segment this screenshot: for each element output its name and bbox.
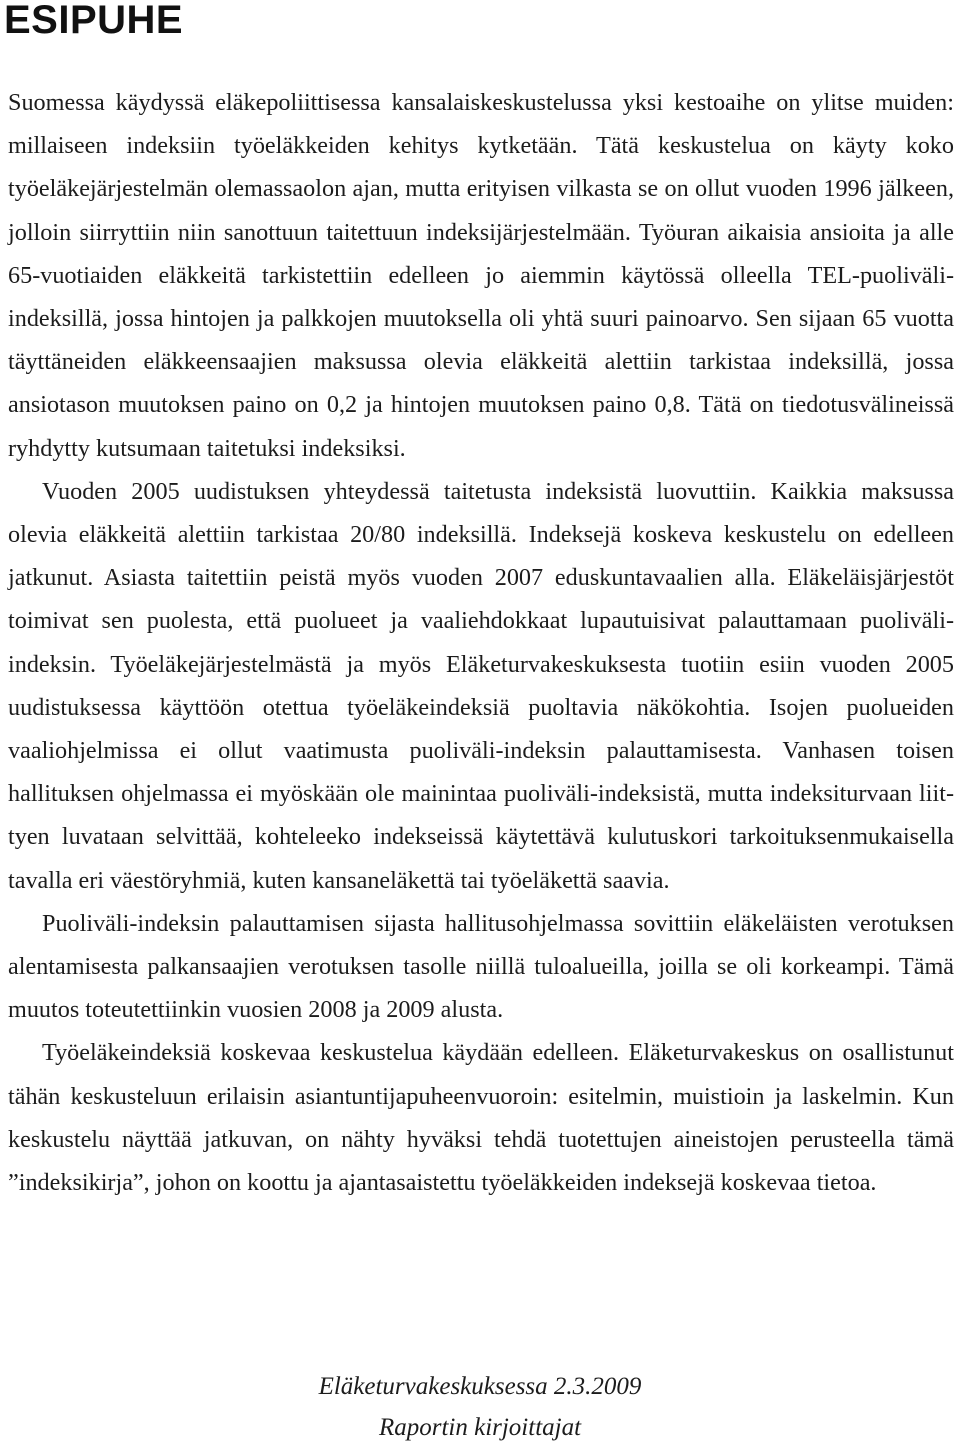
paragraph-1: Suomessa käydyssä eläkepoliittisessa kansalaiskeskustelussa yksi kestoaihe on ylitse muiden: millaiseen indeksiin työeläkkeiden kehitys kytketään. Tätä keskustelua on käyty koko työeläkejärjestelmän olemassaolon ajan, mutta erityisen vilkasta se on ollut vuoden 1996 jälkeen, jolloin siirryttiin niin sanottuun taitettuun indeksijärjestelmään. Työuran aikaisia ansioita ja alle 65-vuotiaiden eläkkeitä tarkistettiin edelleen jo aiemmin käytössä olleella TEL-puoliväli-indeksillä, jossa hintojen ja palkkojen muutoksella oli yhtä suuri painoarvo. Sen sijaan 65 vuotta täyttäneiden eläkkeensaajien maksussa olevia eläkkeitä alettiin tarkistaa indeksillä, jossa ansiotason muutoksen paino on 0,2 ja hintojen muutoksen paino 0,8. Tätä on tiedotusvälineissä ryhdytty kutsumaan taitetuksi indeksiksi. <box>8 89 954 462</box>
signature-place-date: Eläketurvakeskuksessa 2.3.2009 <box>318 1373 642 1400</box>
page-title: ESIPUHE <box>4 0 184 42</box>
paragraph-3: Puoliväli-indeksin palauttamisen sijasta hallitusohjelmassa sovittiin eläkeläisten verotuksen alentamisesta palkansaajien verotuksen tasolle niillä tuloalueilla, joilla se oli korkeampi. Tämä muutos toteutettiinkin vuosien 2008 ja 2009 alusta. <box>8 909 954 1024</box>
signature-authors: Raportin kirjoittajat <box>378 1414 582 1441</box>
preface-body <box>8 81 954 1204</box>
paragraph-4: Työeläkeindeksiä koskevaa keskustelua käydään edelleen. Eläketurvakeskus on osallistunut tähän keskusteluun erilaisin asiantuntijapuheenvuoroin: esitelmin, muistioin ja laskelmin. Kun keskustelu näyttää jatkuvan, on nähty hyväksi tehdä tuotettujen aineistojen perusteella tämä ”indeksikirja”, johon on koottu ja ajantasaistettu työeläkkeiden indeksejä koskevaa tietoa. <box>8 1039 954 1197</box>
paragraph-2: Vuoden 2005 uudistuksen yhteydessä taitetusta indeksistä luovuttiin. Kaikkia maksussa olevia eläkkeitä alettiin tarkistaa 20/80 indeksillä. Indeksejä koskeva keskustelu on edelleen jatkunut. Asiasta taitettiin peistä myös vuoden 2007 eduskuntavaalien alla. Eläkeläisjärjestöt toimivat sen puolesta, että puolueet ja vaaliehdokkaat lupautuisivat palauttamaan puoliväli-indeksin. Työeläkejärjestelmästä ja myös Eläketurvakeskuksesta tuotiin esiin vuoden 2005 uudistuksessa käyttöön otettua työeläkeindeksiä puoltavia näkökohtia. Isojen puolueiden vaaliohjelmissa ei ollut vaatimusta puoliväli-indeksin palauttamisesta. Vanhasen toisen hallituksen ohjelmassa ei myöskään ole mainintaa puoliväli-indeksistä, mutta indeksiturvaan liittyen luvataan selvittää, kohteleeko indekseissä käytettävä kulutuskori tarkoituksenmukaisella tavalla eri väestöryhmiä, kuten kansaneläkettä tai työeläkettä saavia. <box>8 477 954 894</box>
signature-block <box>0 1366 960 1448</box>
